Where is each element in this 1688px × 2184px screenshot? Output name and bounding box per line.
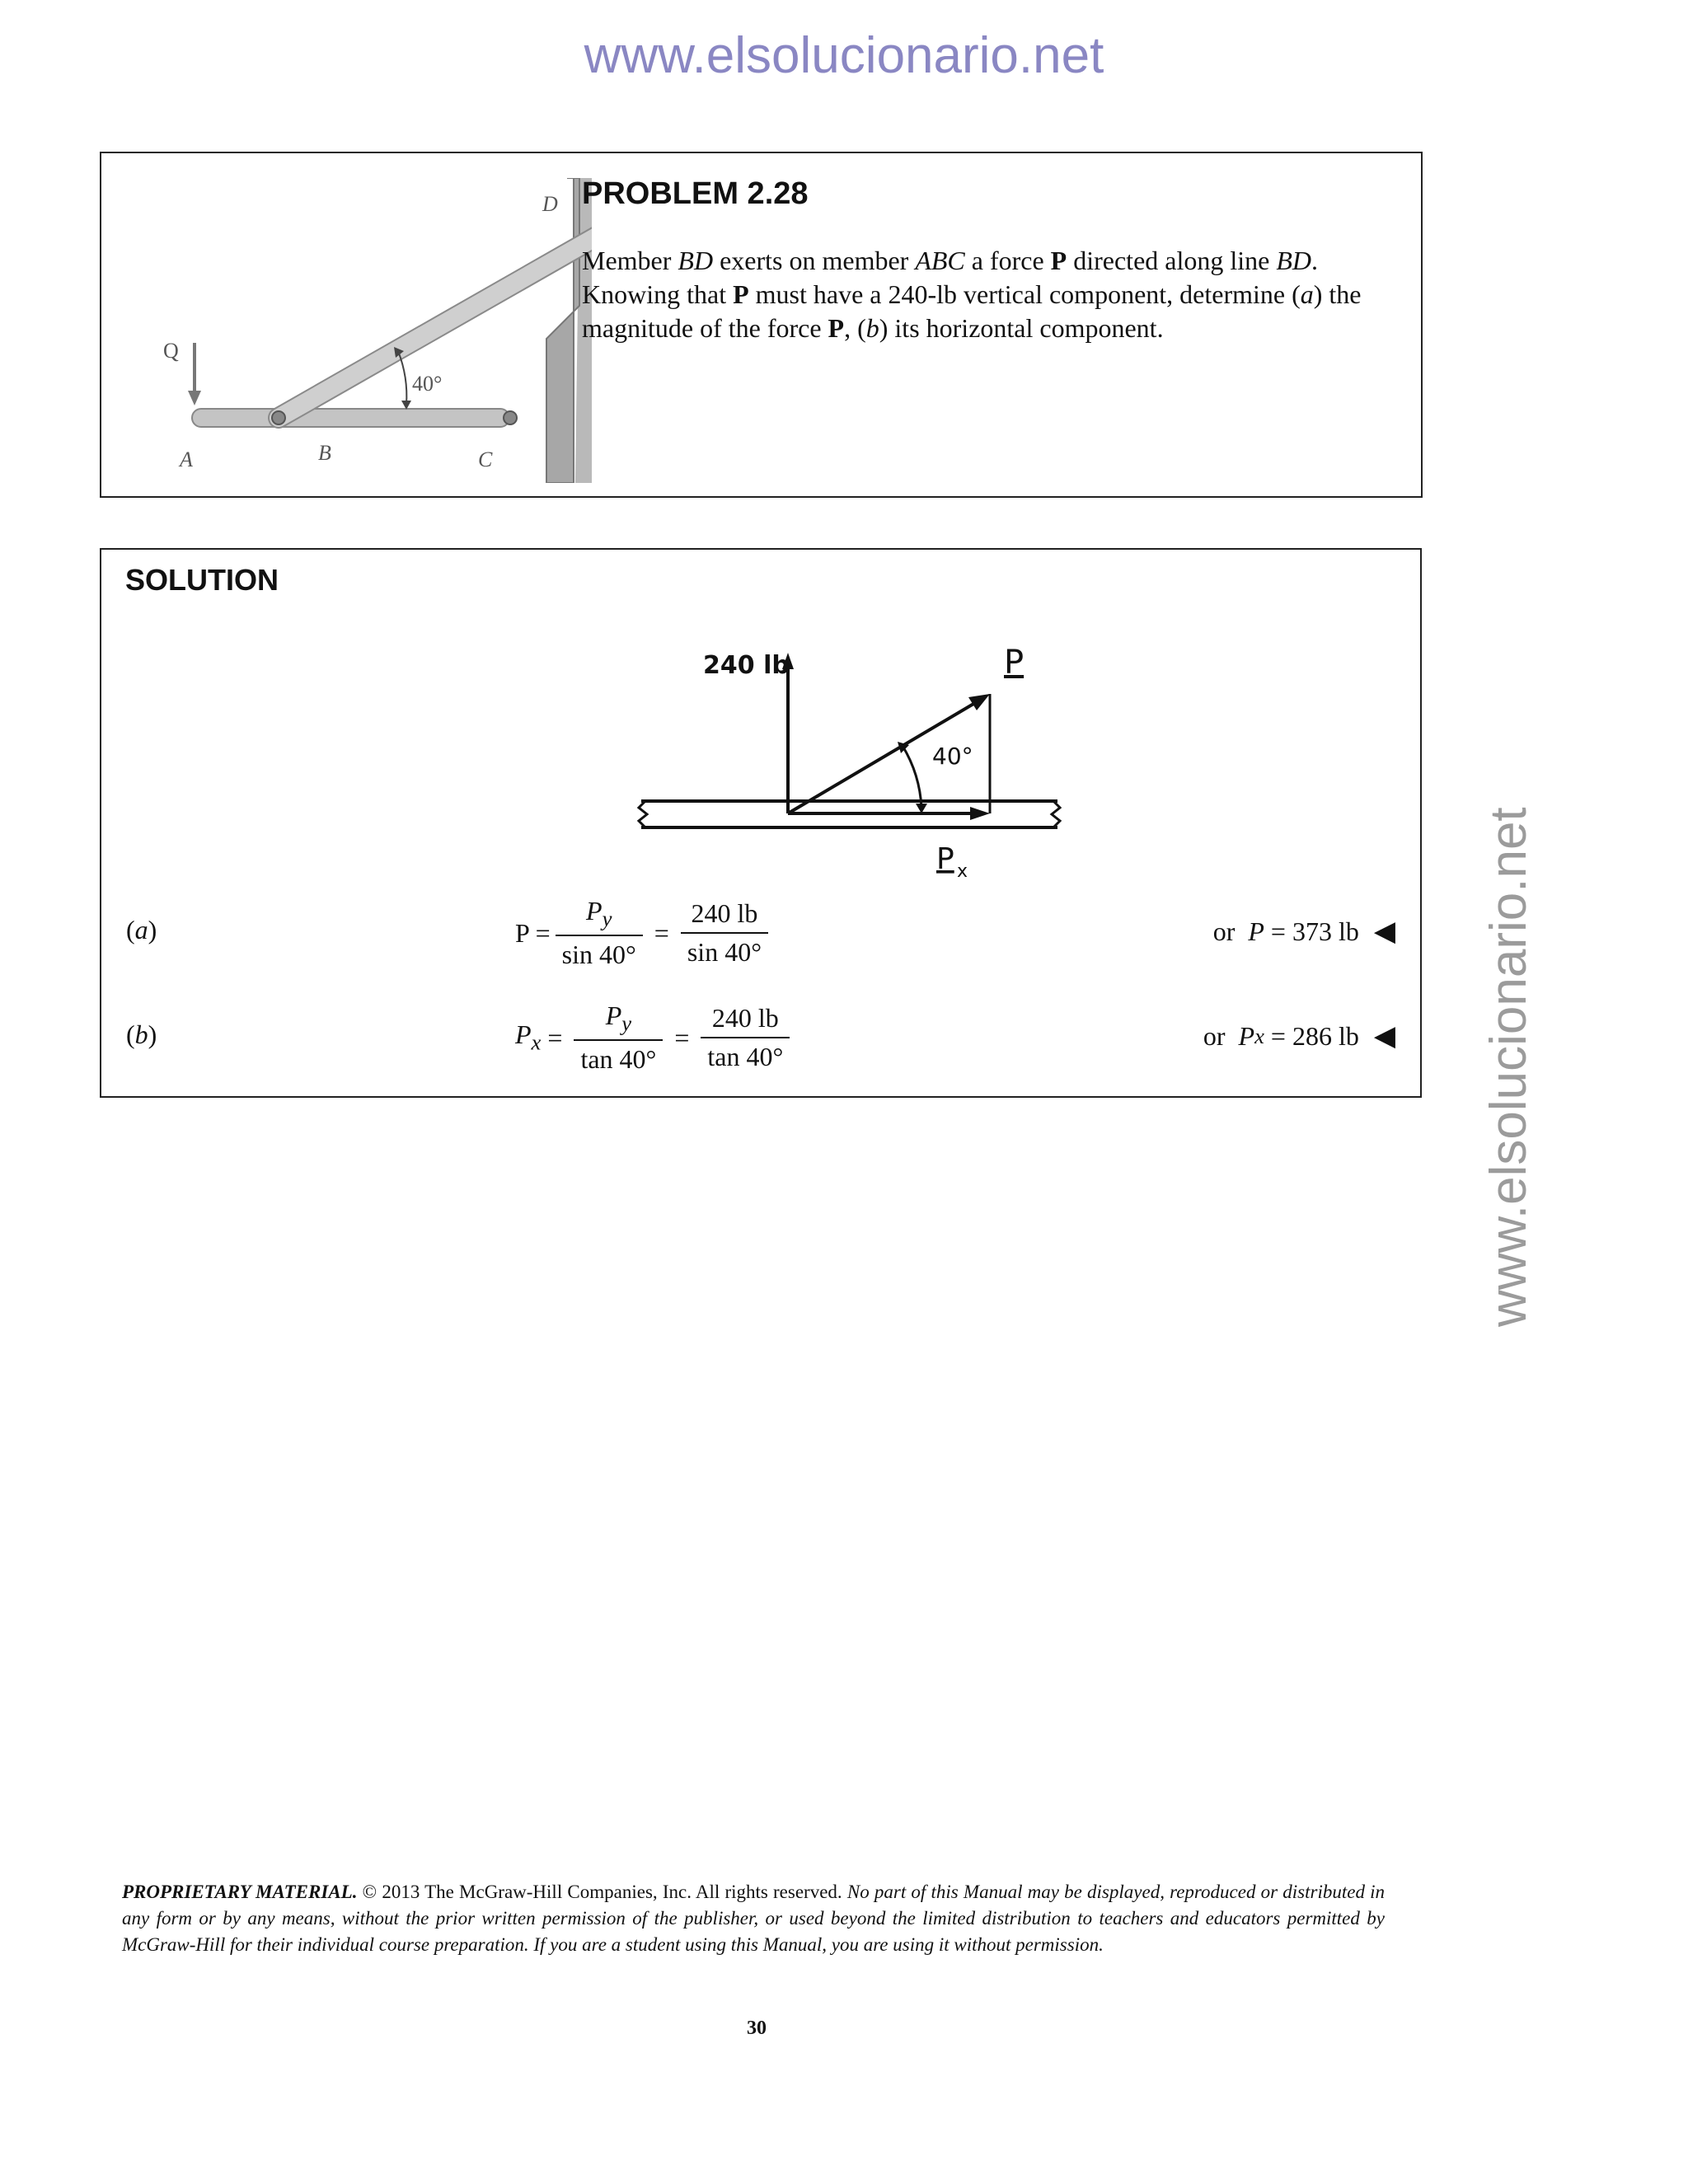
- paren-close: ): [148, 915, 157, 944]
- notice-copyright: © 2013 The McGraw-Hill Companies, Inc. All rights reserved.: [357, 1882, 847, 1902]
- label-b: B: [318, 441, 331, 465]
- fraction: [574, 1001, 663, 1075]
- equals-sign: =: [654, 917, 669, 948]
- equals-sign: =: [547, 1022, 563, 1052]
- paren-open: (: [126, 1019, 135, 1049]
- fraction-denominator: tan 40°: [701, 1037, 790, 1072]
- answer-prefix: or: [1212, 916, 1236, 946]
- symbol-p: P: [586, 895, 603, 926]
- statement-text: BD: [1276, 246, 1311, 275]
- sketch-beam-break-left: [639, 801, 647, 827]
- sketch-p-arrowhead: [968, 694, 990, 710]
- statement-text: P: [828, 313, 845, 343]
- subscript: y: [621, 1010, 632, 1036]
- label-c: C: [478, 448, 493, 471]
- equation-lhs: P =: [515, 917, 551, 948]
- part-a-label: [126, 915, 157, 945]
- statement-text: a: [1300, 279, 1314, 309]
- part-b-equation: [515, 996, 795, 1079]
- answer-prefix: or: [1203, 1020, 1226, 1051]
- problem-box: [100, 152, 1423, 498]
- statement-text: P: [733, 279, 749, 309]
- equation-lhs: [515, 1019, 541, 1055]
- statement-text: directed along line: [1067, 246, 1277, 275]
- part-b-row: [101, 996, 1420, 1079]
- fraction: [681, 898, 768, 968]
- statement-text: b: [865, 313, 879, 343]
- part-letter: b: [134, 1019, 148, 1049]
- sketch-angle-arc: [903, 746, 921, 808]
- fraction: [556, 896, 643, 970]
- statement-text: P: [1050, 246, 1067, 275]
- label-a: A: [180, 448, 193, 471]
- paren-close: ): [148, 1019, 157, 1049]
- problem-title: PROBLEM 2.28: [582, 176, 809, 211]
- statement-text: BD: [678, 246, 714, 275]
- page-number: 30: [747, 2018, 767, 2039]
- part-letter: a: [134, 915, 148, 944]
- fraction-denominator: sin 40°: [556, 935, 643, 970]
- sketch-label-p: P: [1004, 644, 1025, 682]
- label-d: D: [542, 192, 558, 216]
- part-b-label: [126, 1019, 157, 1050]
- copyright-notice: [122, 1879, 1385, 1958]
- answer-variable: P: [1238, 1020, 1255, 1051]
- watermark-top: www.elsolucionario.net: [584, 27, 1104, 84]
- answer-marker-icon: ◀: [1373, 916, 1395, 947]
- symbol-p: P: [605, 1000, 622, 1030]
- solution-sketch: [538, 636, 1066, 883]
- part-a-row: [101, 892, 1420, 974]
- pin-c: [504, 411, 517, 424]
- fraction-numerator: 240 lb: [711, 1003, 779, 1033]
- statement-text: Member: [582, 246, 678, 275]
- fraction-numerator: [579, 896, 618, 935]
- force-q-arrowhead: [188, 391, 201, 405]
- angle-label: 40°: [412, 372, 443, 396]
- sketch-beam-break-right: [1052, 801, 1060, 827]
- watermark-side: www.elsolucionario.net: [1480, 807, 1537, 1327]
- fraction-denominator: tan 40°: [574, 1039, 663, 1075]
- paren-open: (: [126, 915, 135, 944]
- statement-text: ) its horizontal component.: [879, 313, 1164, 343]
- part-a-equation: [515, 892, 773, 974]
- answer-value: = 373 lb: [1270, 916, 1359, 946]
- part-a-answer: [1213, 915, 1395, 948]
- statement-text: , (: [844, 313, 866, 343]
- part-b-answer: [1203, 1019, 1395, 1052]
- fraction: [701, 1003, 790, 1072]
- label-q: Q: [163, 339, 179, 363]
- sketch-label-angle: 40°: [932, 743, 973, 770]
- solution-title: SOLUTION: [125, 563, 279, 597]
- subscript: x: [1254, 1023, 1264, 1048]
- answer-value: = 286 lb: [1270, 1020, 1359, 1051]
- fraction-numerator: [599, 1001, 638, 1039]
- problem-statement: [582, 244, 1398, 345]
- sketch-label-240lb: 240 lb: [703, 651, 790, 680]
- answer-variable: P: [1248, 916, 1264, 946]
- statement-text: . Knowing that: [582, 246, 1318, 309]
- notice-text: No part of this Manual may be displayed, reproduced or distributed in any form or by any means, without the prior written permission of the publisher, or used beyond the limited distribution to teachers and educators permitted by McGraw-Hill for their individual course preparation. If you are a student using this Manual, you are using it without permission.: [122, 1882, 1386, 1955]
- statement-text: exerts on member: [713, 246, 916, 275]
- subscript: y: [602, 906, 612, 931]
- fraction-denominator: sin 40°: [681, 932, 768, 968]
- statement-text: must have a 240-lb vertical component, determine (: [748, 279, 1301, 309]
- pin-b: [272, 411, 285, 424]
- notice-lead: PROPRIETARY MATERIAL.: [122, 1882, 358, 1902]
- problem-figure: [130, 178, 592, 483]
- member-abc: [192, 409, 509, 427]
- subscript: x: [531, 1029, 542, 1055]
- sketch-label-px-subscript: x: [957, 861, 968, 882]
- statement-text: ) the magnitude of the force: [582, 279, 1362, 343]
- symbol-p: P: [515, 1019, 532, 1050]
- fraction-numerator: 240 lb: [691, 898, 758, 928]
- statement-text: a force: [964, 246, 1051, 275]
- sketch-label-px: P: [936, 842, 954, 876]
- statement-text: ABC: [915, 246, 965, 275]
- bracket: [546, 178, 579, 483]
- sketch-px-arrowhead: [970, 807, 990, 820]
- solution-box: [100, 548, 1422, 1098]
- equals-sign: =: [674, 1022, 690, 1052]
- answer-marker-icon: ◀: [1373, 1021, 1395, 1052]
